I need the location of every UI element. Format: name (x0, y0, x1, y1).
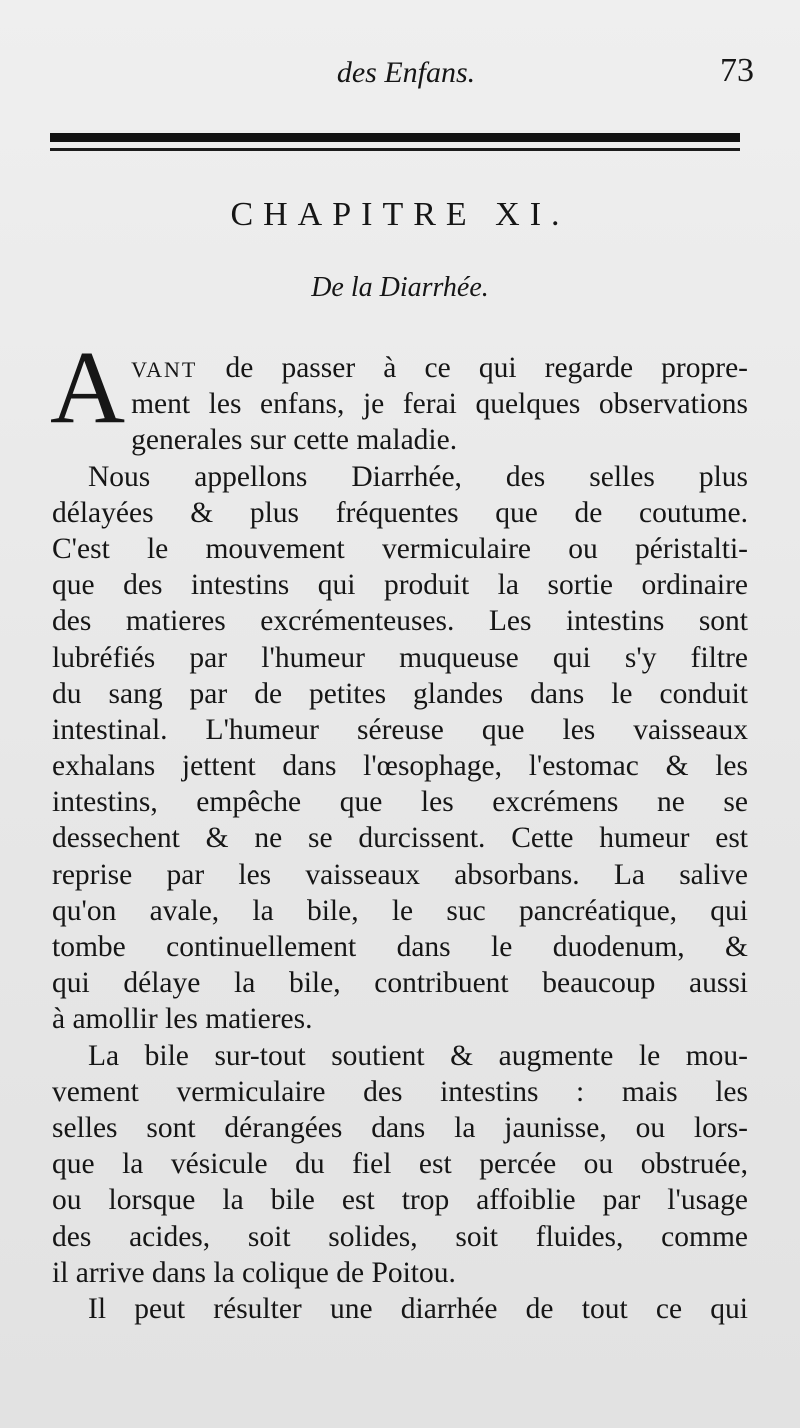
text-line: ou lorsque la bile est trop affoiblie par l'usage (52, 1184, 748, 1217)
text-line: que la vésicule du fiel est percée ou obstruée, (52, 1148, 748, 1181)
thin-rule (50, 148, 740, 151)
text-line: il arrive dans la colique de Poitou. (52, 1256, 456, 1289)
text-line: des matieres excrémenteuses. Les intestins sont (52, 605, 748, 638)
text-line: à amollir les matieres. (52, 1003, 313, 1036)
text-line: des acides, soit solides, soit fluides, comme (52, 1220, 748, 1253)
text-line: Il peut résulter une diarrhée de tout ce qui (88, 1292, 748, 1325)
text-line: reprise par les vaisseaux absorbans. La salive (52, 858, 748, 891)
text-line: qui délaye la bile, contribuent beaucoup aussi (52, 967, 748, 1000)
text-line: que des intestins qui produit la sortie ordinaire (52, 569, 748, 602)
text-line: vement vermiculaire des intestins : mais les (52, 1075, 748, 1108)
text-line: ment les enfans, je ferai quelques observations (131, 388, 748, 421)
text-line: selles sont dérangées dans la jaunisse, ou lors- (52, 1111, 748, 1144)
text-line: lubréfiés par l'humeur muqueuse qui s'y filtre (52, 641, 748, 674)
lead-word: VANT (131, 357, 198, 382)
running-title: des Enfans. (336, 56, 476, 89)
text-line: exhalans jettent dans l'œsophage, l'estomac & les (52, 750, 748, 783)
text-line: délayées & plus fréquentes que de coutume. (52, 496, 748, 529)
text-line: generales sur cette maladie. (131, 424, 458, 457)
text-line: VANT de passer à ce qui regarde propre- (131, 352, 748, 384)
text-line: du sang par de petites glandes dans le conduit (52, 677, 748, 710)
chapter-subtitle: De la Diarrhée. (311, 272, 489, 303)
text-line: qu'on avale, la bile, le suc pancréatique, qui (52, 894, 748, 927)
page-number: 73 (720, 52, 754, 89)
text-line: C'est le mouvement vermiculaire ou péristalti- (52, 532, 748, 565)
text-line: dessechent & ne se durcissent. Cette humeur est (52, 822, 748, 855)
page-header (50, 52, 762, 100)
drop-cap: A (50, 330, 126, 445)
double-rule-divider (50, 131, 740, 155)
chapter-title: CHAPITRE XI. (230, 196, 570, 233)
thick-rule (50, 133, 740, 142)
text-line: Nous appellons Diarrhée, des selles plus (88, 460, 748, 493)
text-line: intestins, empêche que les excrémens ne se (52, 786, 748, 819)
text-line: intestinal. L'humeur séreuse que les vaisseaux (52, 713, 748, 746)
text-line: La bile sur-tout soutient & augmente le mou- (88, 1039, 748, 1072)
body-text (50, 330, 748, 1327)
text-line: tombe continuellement dans le duodenum, & (52, 931, 748, 963)
